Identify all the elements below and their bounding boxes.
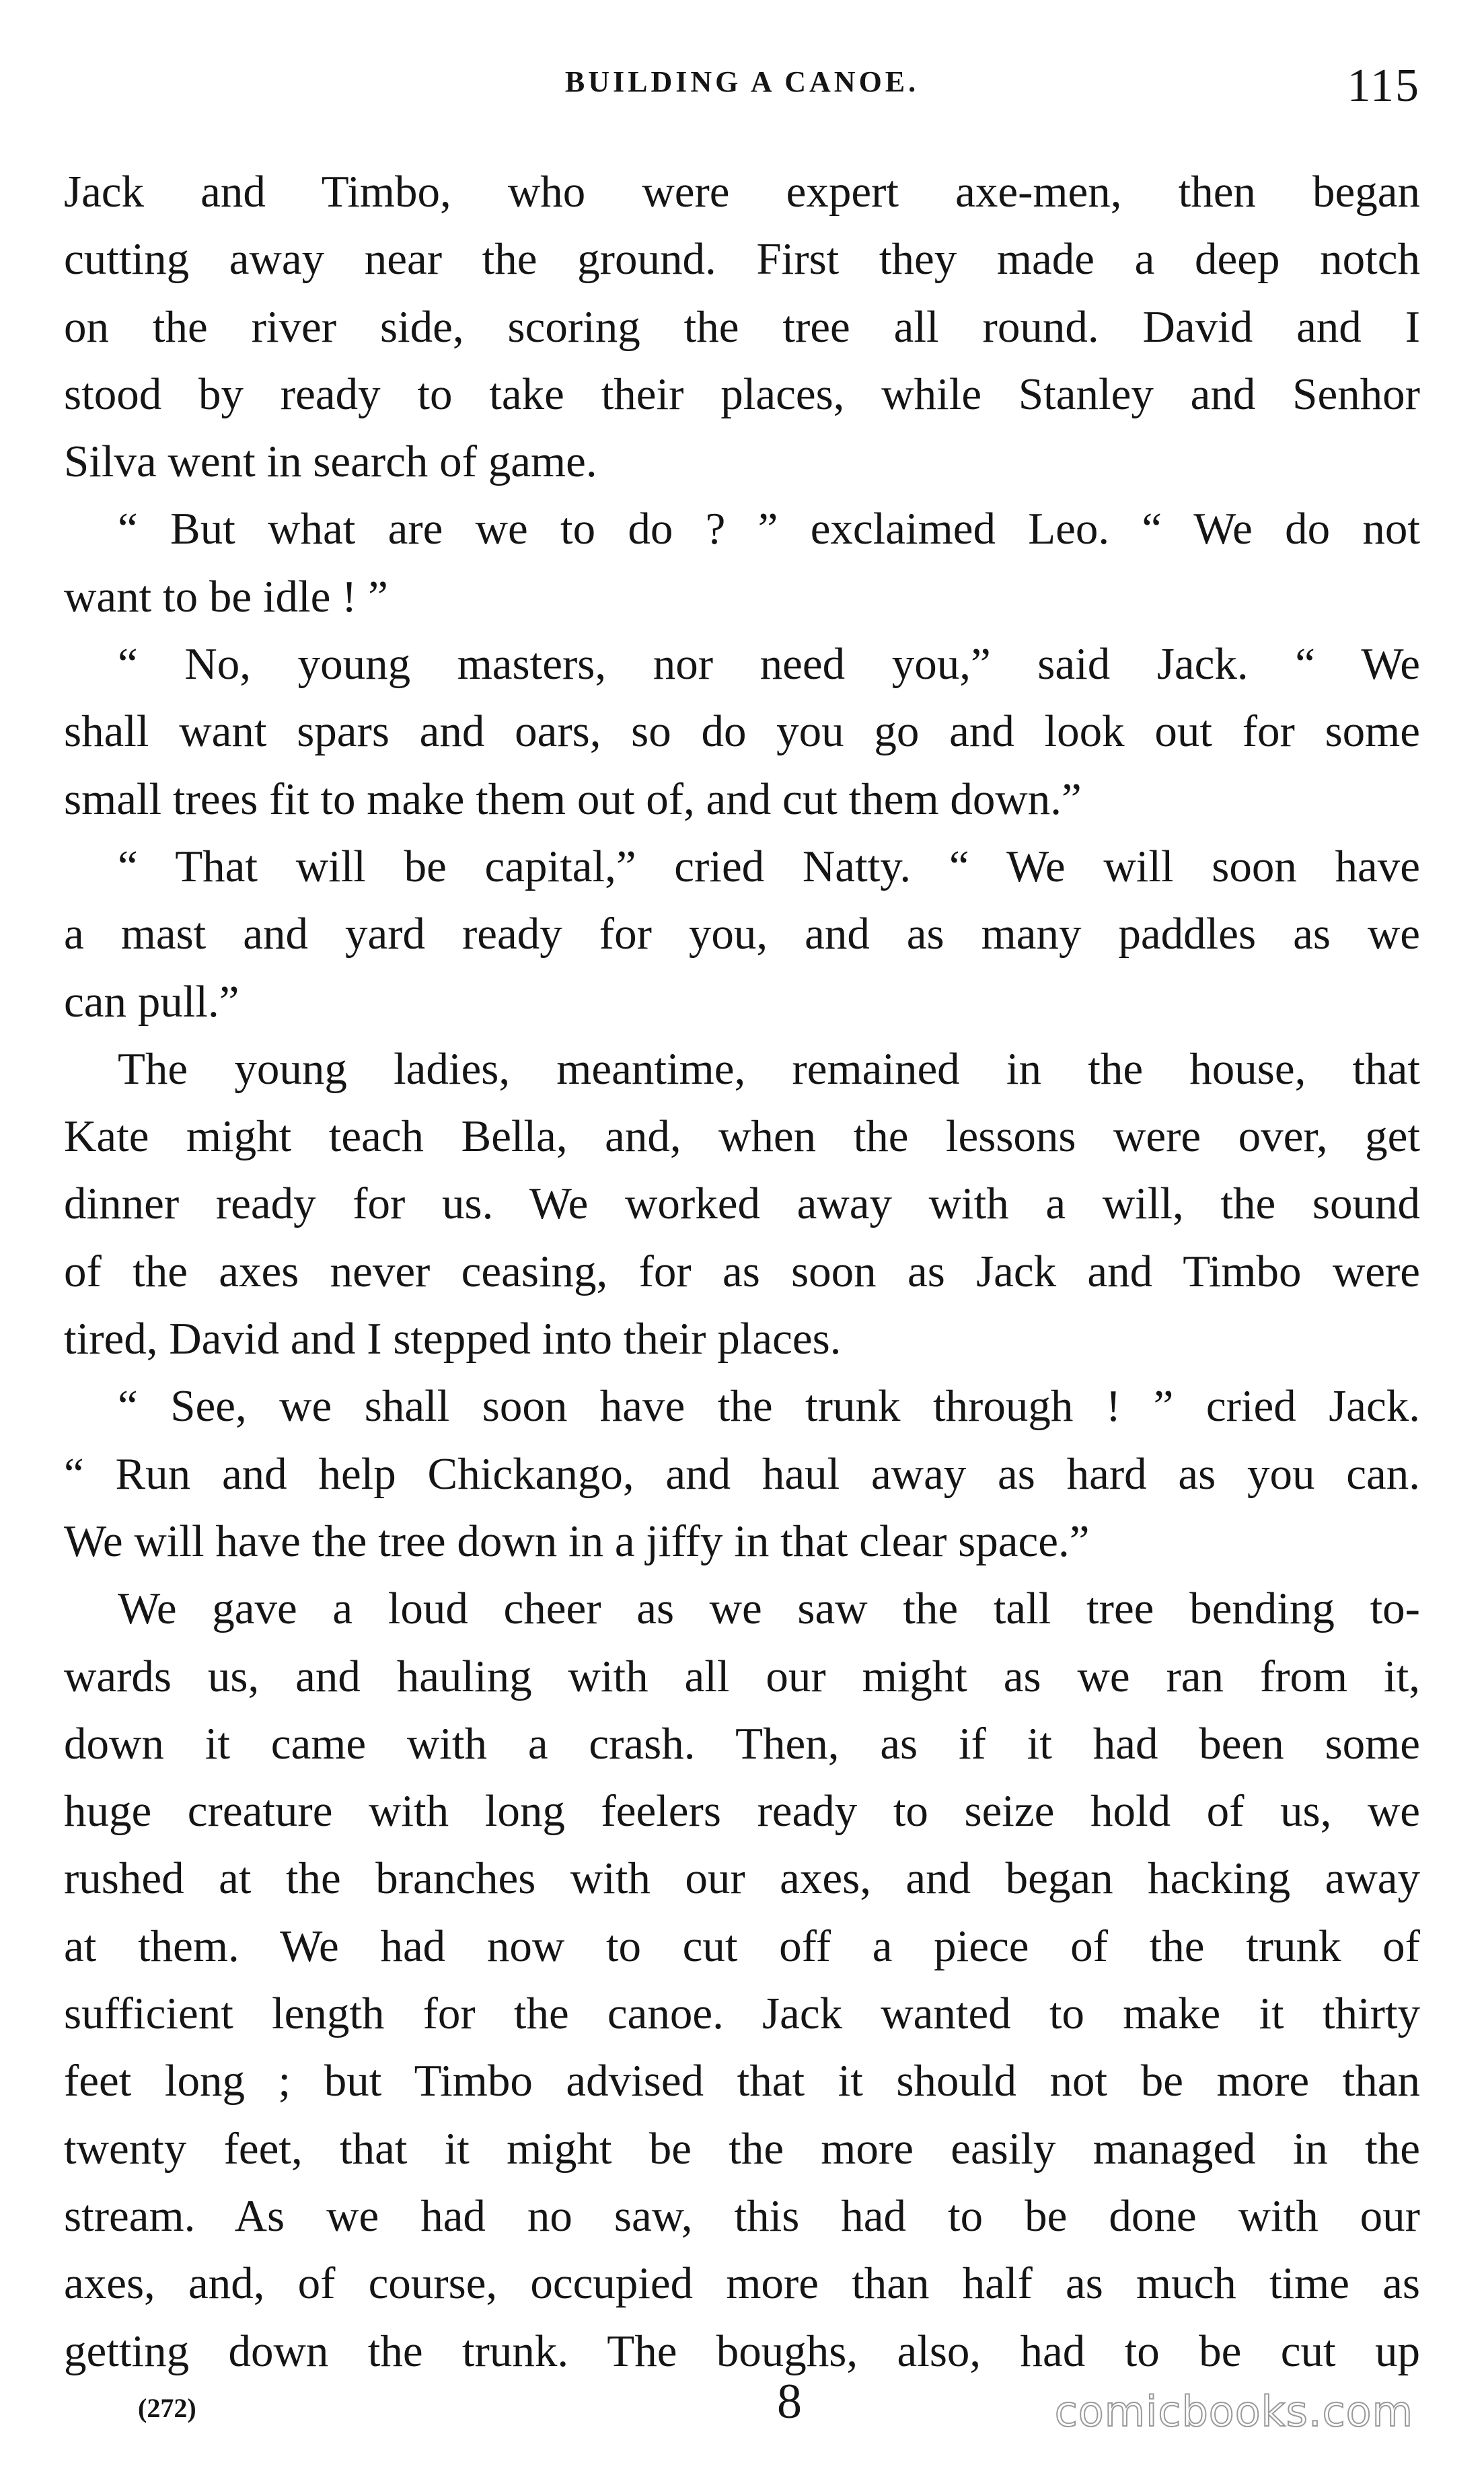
signature-mark: 8 <box>777 2374 802 2429</box>
text-line: Jack and Timbo, who were expert axe-men, then began <box>64 167 1420 217</box>
signature-code: (272) <box>138 2393 196 2423</box>
text-line: Kate might teach Bella, and, when the lessons were over, get <box>64 1111 1420 1162</box>
text-line: can pull.” <box>64 976 239 1027</box>
text-line: wards us, and hauling with all our might as we ran from it, <box>64 1651 1420 1701</box>
running-title: BUILDING A CANOE. <box>564 65 920 98</box>
text-line: on the river side, scoring the tree all round. David and I <box>64 301 1420 352</box>
text-line: We gave a loud cheer as we saw the tall tree bending to- <box>118 1584 1420 1634</box>
text-line: huge creature with long feelers ready to seize hold of us, we <box>64 1786 1420 1837</box>
text-line: Silva went in search of game. <box>64 437 597 487</box>
text-line: want to be idle ! ” <box>64 571 388 622</box>
text-line: stood by ready to take their places, while Stanley and Senhor <box>64 369 1420 419</box>
page-footer <box>64 2373 1420 2447</box>
text-line: “ That will be capital,” cried Natty. “ We will soon have <box>118 841 1420 891</box>
text-line: down it came with a crash. Then, as if it had been some <box>64 1718 1420 1769</box>
text-line: sufficient length for the canoe. Jack wanted to make it thirty <box>64 1989 1420 2039</box>
watermark: comicbooks.com <box>1054 2387 1413 2436</box>
text-line: feet long ; but Timbo advised that it should not be more than <box>64 2056 1420 2106</box>
text-line: stream. As we had no saw, this had to be done with our <box>64 2190 1420 2241</box>
text-line: axes, and, of course, occupied more than half as much time as <box>64 2258 1420 2309</box>
running-head <box>64 59 1420 113</box>
text-line: at them. We had now to cut off a piece of the trunk of <box>64 1921 1420 1971</box>
text-line: dinner ready for us. We worked away with a will, the sound <box>64 1179 1420 1229</box>
page-number: 115 <box>1347 60 1420 112</box>
text-line: “ Run and help Chickango, and haul away as hard as you can. <box>64 1448 1420 1499</box>
text-line: getting down the trunk. The boughs, also, had to be cut up <box>64 2326 1420 2376</box>
text-line: of the axes never ceasing, for as soon as Jack and Timbo were <box>64 1246 1420 1296</box>
text-line: “ See, we shall soon have the trunk through ! ” cried Jack. <box>118 1381 1420 1432</box>
text-line: twenty feet, that it might be the more easily managed in the <box>64 2123 1420 2174</box>
text-line: small trees fit to make them out of, and cut them down.” <box>64 774 1082 824</box>
text-line: cutting away near the ground. First they made a deep notch <box>64 234 1420 285</box>
text-line: rushed at the branches with our axes, and began hacking away <box>64 1853 1420 1904</box>
body-text <box>64 158 1420 2385</box>
text-line: tired, David and I stepped into their places. <box>64 1314 842 1364</box>
text-line: shall want spars and oars, so do you go and look out for some <box>64 706 1420 757</box>
text-line: “ No, young masters, nor need you,” said Jack. “ We <box>118 639 1420 690</box>
text-line: “ But what are we to do ? ” exclaimed Leo. “ We do not <box>118 504 1420 554</box>
text-line: We will have the tree down in a jiffy in that clear space.” <box>64 1516 1090 1566</box>
text-line: The young ladies, meantime, remained in the house, that <box>118 1043 1420 1094</box>
text-line: a mast and yard ready for you, and as many paddles as we <box>64 909 1420 959</box>
